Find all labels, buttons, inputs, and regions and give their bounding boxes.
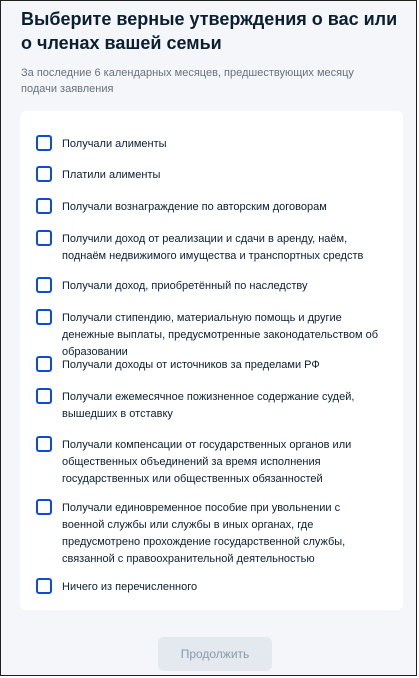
page-subtitle: За последние 6 календарных месяцев, предшествующих месяцу подачи заявления <box>21 67 354 95</box>
option-label: Получали единовременное пособие при увольнении с военной службы или службы в иных органах, где предусмотрено прохождение государственной службы, связанной с правоохранительной деятельностью <box>62 502 346 565</box>
checkbox[interactable] <box>36 166 52 182</box>
checkbox[interactable] <box>36 499 52 515</box>
checkbox[interactable] <box>36 578 52 594</box>
option-label: Получали вознаграждение по авторским договорам <box>62 201 327 213</box>
option-label: Получали компенсации от государственных органов или общественных объединений за время исполнения государственных или общественных обязанностей <box>62 439 352 485</box>
option-label: Ничего из перечисленного <box>62 581 198 593</box>
options-card <box>20 111 403 610</box>
checkbox[interactable] <box>36 198 52 214</box>
option-label: Платили алименты <box>62 169 161 181</box>
checkbox[interactable] <box>36 135 52 151</box>
option-label: Получали доход, приобретённый по наследству <box>62 280 308 292</box>
option-label: Получали стипендию, материальную помощь и другие денежные выплаты, предусмотренные законодательством об образовании <box>62 312 379 358</box>
checkbox[interactable] <box>36 277 52 293</box>
option-label: Получали ежемесячное пожизненное содержание судей, вышедших в отставку <box>62 391 355 420</box>
option-label: Получили доход от реализации и сдачи в аренду, наём, поднаём недвижимого имущества и транспортных средств <box>62 233 364 262</box>
checkbox[interactable] <box>36 436 52 452</box>
checkbox[interactable] <box>36 388 52 404</box>
page-title: Выберите верные утверждения о вас или о членах вашей семьи <box>21 9 398 53</box>
continue-button[interactable]: Продолжить <box>158 637 272 671</box>
checkbox[interactable] <box>36 230 52 246</box>
checkbox[interactable] <box>36 356 52 372</box>
option-label: Получали доходы от источников за пределами РФ <box>62 359 320 371</box>
checkbox[interactable] <box>36 309 52 325</box>
option-label: Получали алименты <box>62 138 167 150</box>
